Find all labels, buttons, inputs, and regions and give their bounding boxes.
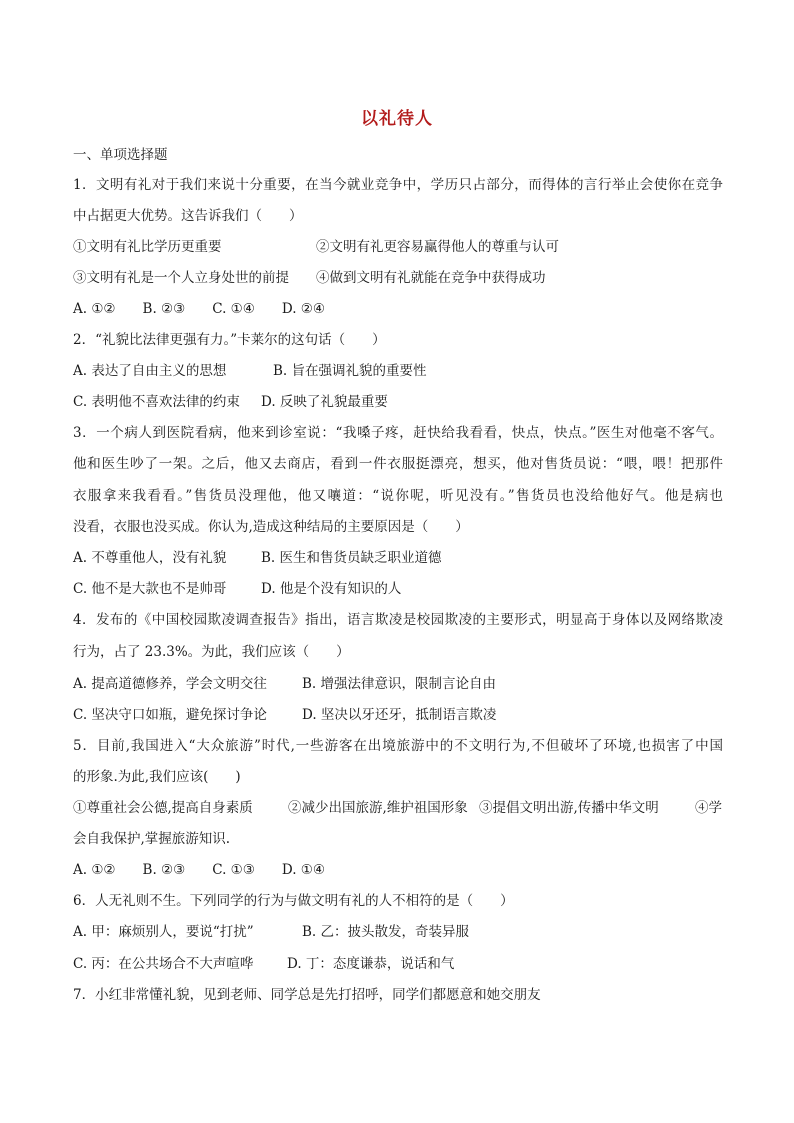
page-title: 以礼待人 xyxy=(361,109,433,129)
question-3-stem-line-1: 3．一个病人到医院看病，他来到诊室说：“我嗓子疼，赶快给我看看，快点，快点。”医生对他毫不客气。 xyxy=(73,425,723,441)
question-5-statement-3: ③提倡文明出游,传播中华文明 xyxy=(479,800,659,816)
question-5-stem-line-1: 5．目前,我国进入“大众旅游”时代,一些游客在出境旅游中的不文明行为,不但破坏了环境,也损害了中国 xyxy=(73,738,723,754)
question-4-stem-line-2: 行为，占了 23.3%。为此，我们应该（ ） xyxy=(73,644,350,660)
question-2-option-a: A. 表达了自由主义的思想 xyxy=(73,363,227,379)
question-2-option-d: D. 反映了礼貌最重要 xyxy=(261,394,388,410)
question-2-option-c: C. 表明他不喜欢法律的约束 xyxy=(73,394,240,410)
section-heading: 一、单项选择题 xyxy=(73,147,168,163)
question-1-statement-2: ②文明有礼更容易赢得他人的尊重与认可 xyxy=(316,239,559,255)
question-2-stem: 2．“礼貌比法律更强有力。”卡莱尔的这句话（ ） xyxy=(73,332,386,348)
question-3-option-a: A. 不尊重他人，没有礼貌 xyxy=(73,550,227,566)
question-5-statement-4-start: ④学 xyxy=(695,800,722,816)
question-5-statement-2: ②减少出国旅游,维护祖国形象 xyxy=(288,800,468,816)
question-5-options: A. ①② B. ②③ C. ①③ D. ①④ xyxy=(73,862,326,878)
question-7-stem: 7．小红非常懂礼貌，见到老师、同学总是先打招呼，同学们都愿意和她交朋友 xyxy=(73,987,541,1003)
question-1-stem-line-2: 中占据更大优势。这告诉我们（ ） xyxy=(73,208,303,224)
question-4-option-d: D. 坚决以牙还牙，抵制语言欺凌 xyxy=(302,707,497,723)
question-3-stem-line-4: 没看，衣服也没买成。你认为,造成这种结局的主要原因是（ ） xyxy=(73,519,469,535)
question-1-statement-3: ③文明有礼是一个人立身处世的前提 xyxy=(73,270,289,286)
question-3-stem-line-2: 他和医生吵了一架。之后，他又去商店，看到一件衣服挺漂亮，想买，他对售货员说：“喂，喂！把那件 xyxy=(73,456,723,472)
question-3-option-b: B. 医生和售货员缺乏职业道德 xyxy=(261,550,442,566)
question-5-statement-4-end: 会自我保护,掌握旅游知识. xyxy=(73,831,231,847)
question-6-option-d: D. 丁：态度谦恭，说话和气 xyxy=(287,956,455,972)
question-1-stem-line-1: 1．文明有礼对于我们来说十分重要，在当今就业竞争中，学历只占部分，而得体的言行举止会使你在竞争 xyxy=(73,177,723,193)
question-5-statement-1: ①尊重社会公德,提高自身素质 xyxy=(73,800,253,816)
question-1-options: A. ①② B. ②③ C. ①④ D. ②④ xyxy=(73,301,326,317)
question-4-option-c: C. 坚决守口如瓶，避免探讨争论 xyxy=(73,707,267,723)
question-5-stem-line-2: 的形象.为此,我们应该( ) xyxy=(73,769,241,785)
question-2-option-b: B. 旨在强调礼貌的重要性 xyxy=(273,363,427,379)
question-6-option-a: A. 甲：麻烦别人，要说“打扰” xyxy=(73,924,254,940)
question-4-option-a: A. 提高道德修养，学会文明交往 xyxy=(73,676,267,692)
question-3-option-d: D. 他是个没有知识的人 xyxy=(261,581,402,597)
question-4-option-b: B. 增强法律意识，限制言论自由 xyxy=(302,676,497,692)
question-1-statement-4: ④做到文明有礼就能在竞争中获得成功 xyxy=(316,270,546,286)
question-6-stem: 6．人无礼则不生。下列同学的行为与做文明有礼的人不相符的是（ ） xyxy=(73,893,514,909)
question-6-option-c: C. 丙：在公共场合不大声喧哗 xyxy=(73,956,254,972)
question-1-statement-1: ①文明有礼比学历更重要 xyxy=(73,239,222,255)
question-3-option-c: C. 他不是大款也不是帅哥 xyxy=(73,581,227,597)
question-6-option-b: B. 乙：披头散发，奇装异服 xyxy=(302,924,470,940)
question-3-stem-line-3: 衣服拿来我看看。”售货员没理他，他又嚷道：“说你呢，听见没有。”售货员也没给他好气。他是病也 xyxy=(73,488,723,504)
question-4-stem-line-1: 4．发布的《中国校园欺凌调查报告》指出，语言欺凌是校园欺凌的主要形式，明显高于身体以及网络欺凌 xyxy=(73,612,723,628)
